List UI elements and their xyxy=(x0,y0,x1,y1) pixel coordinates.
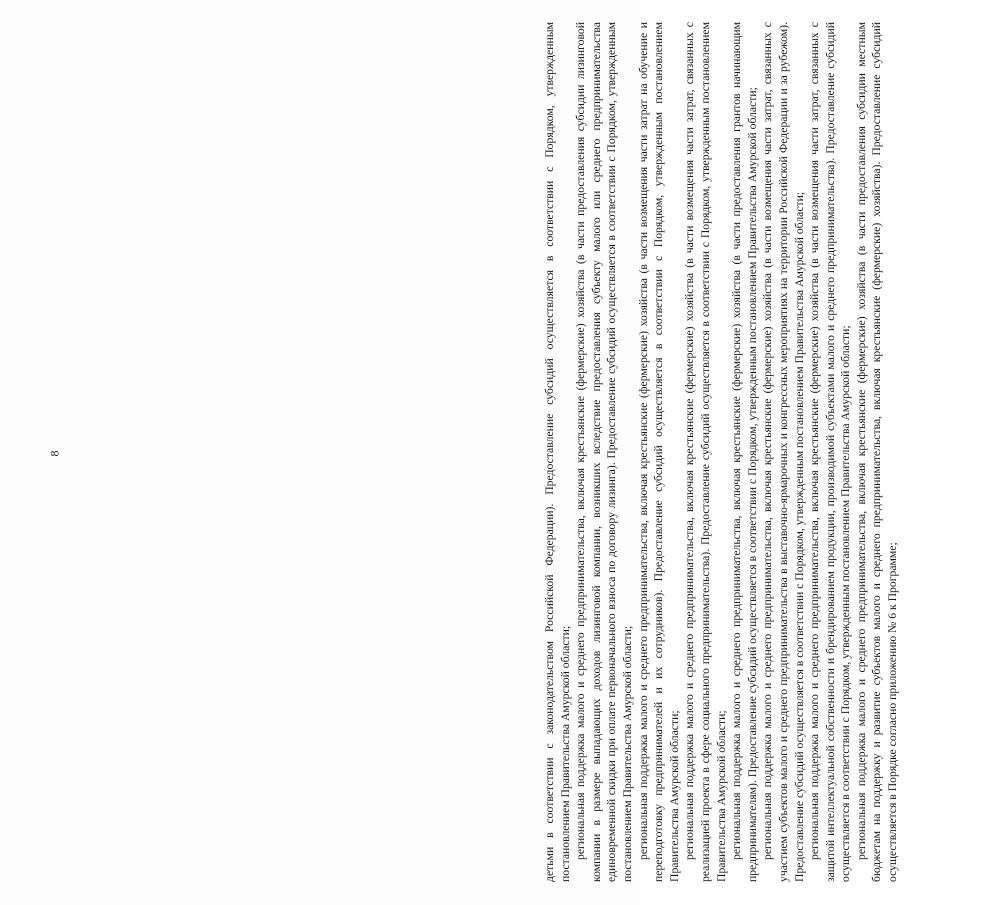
paragraph-1: детьми в соответствии с законодательством Российской Федерации). Предоставление субсидий осуществляется в соответствии с Порядком, утвержденным постановлением Правительства Амурской области; xyxy=(543,22,572,882)
paragraph-6: региональная поддержка малого и среднего предпринимательства, включая крестьянские (фермерские) хозяйства (в части возмещения части затрат, связанных с участием субъектов малого и среднего предпринимательства в выставочно-ярмарочных и конгрессных мероприятиях на территории Российской Федерации и за рубежом). Предоставление субсидий осуществляется в соответствии с Порядком, утвержденным постановлением Правительства Амурской области; xyxy=(761,22,806,882)
paragraph-8: региональная поддержка малого и среднего предпринимательства, включая крестьянские (фермерские) хозяйства (в части предоставления субсидии местным бюджетам на поддержку и развитие субъектов малого и среднего предпринимательства, включая крестьянские (фермерские) хозяйства). Предоставление субсидий осуществляется в Порядке согласно приложению № 6 к Программе; xyxy=(854,22,900,882)
paragraph-2: региональная поддержка малого и среднего предпринимательства, включая крестьянские (фермерские) хозяйства (в части предоставления субсидии лизинговой компании в размере выпадающих доходов лизинговой компании, возникших вследствие предоставления субъекту малого или среднего предпринимательства единовременной скидки при оплате первоначального взноса по договору лизинга). Предоставление субсидий осуществляется в соответствии с Порядком, утвержденным постановлением Правительства Амурской области; xyxy=(574,22,634,882)
rotated-text-block xyxy=(542,22,992,882)
paragraph-7: региональная поддержка малого и среднего предпринимательства, включая крестьянские (фермерские) хозяйства (в части возмещения части затрат, связанных с защитой интеллектуальной собственности и брендированием продукции, производимой субъектами малого и среднего предпринимательства). Предоставление субсидий осуществляется в соответствии с Порядком, утвержденным постановлением Правительства Амурской области; xyxy=(808,22,853,882)
paragraph-4: региональная поддержка малого и среднего предпринимательства, включая крестьянские (фермерские) хозяйства (в части возмещения части затрат, связанных с реализацией проекта в сфере социального предпринимательства). Предоставление субсидий осуществляется в соответствии с Порядком, утвержденным постановлением Правительства Амурской области; xyxy=(683,22,728,882)
paragraph-5: региональная поддержка малого и среднего предпринимательства, включая крестьянские (фермерские) хозяйства (в части предоставления грантов начинающим предпринимателям). Предоставление субсидий осуществляется в соответствии с Порядком, утвержденным постановлением Правительства Амурской области; xyxy=(730,22,759,882)
paragraph-3: региональная поддержка малого и среднего предпринимательства, включая крестьянские (фермерские) хозяйства (в части возмещения части затрат на обучение и переподготовку предпринимателей и их сотрудников). Предоставление субсидий осуществляется в соответствии с Порядком, утвержденным постановлением Правительства Амурской области; xyxy=(636,22,681,882)
page-number: 8 xyxy=(47,450,62,457)
